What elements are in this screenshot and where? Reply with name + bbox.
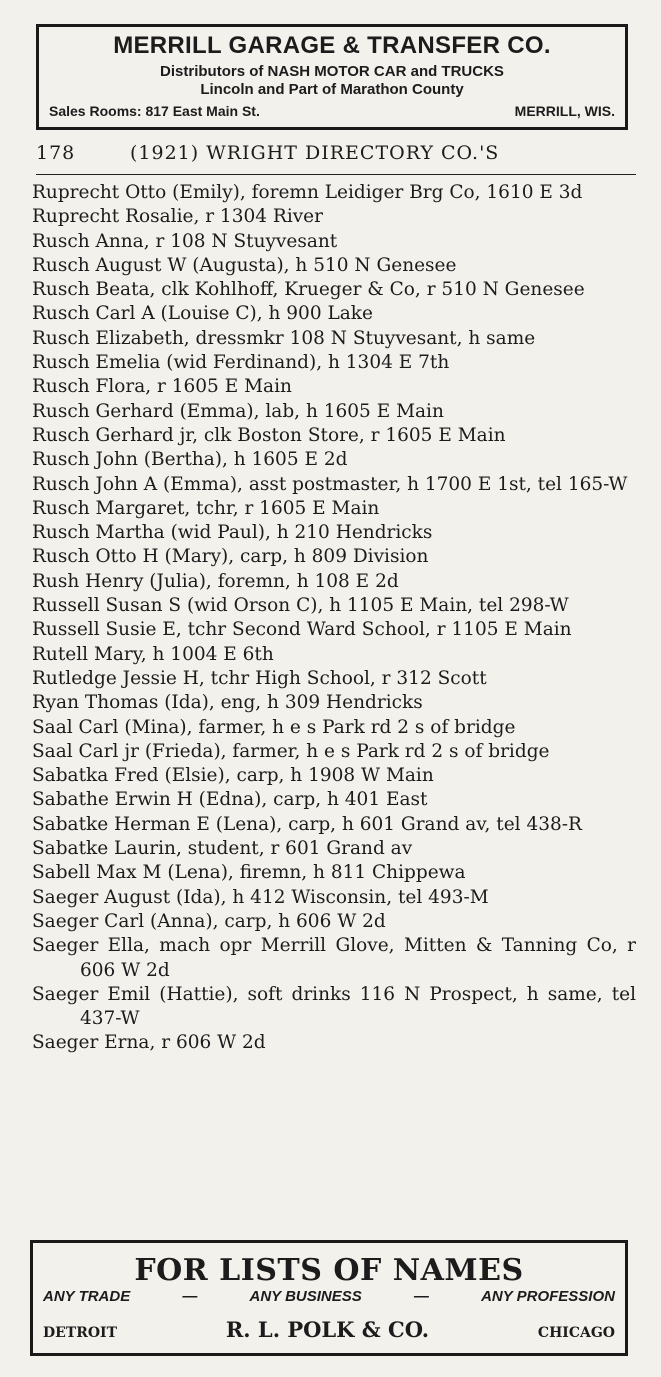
directory-entry: Saal Carl (Mina), farmer, h e s Park rd 2 s of bridge: [32, 716, 516, 738]
directory-entry: Sabell Max M (Lena), firemn, h 811 Chippewa: [32, 862, 466, 884]
ad-company-name: MERRILL GARAGE & TRANSFER CO.: [113, 32, 551, 59]
ad-distributors: Distributors of NASH MOTOR CAR and TRUCKS: [160, 63, 504, 80]
directory-entry: Rusch August W (Augusta), h 510 N Genesee: [32, 254, 457, 276]
ad-tag-business: ANY BUSINESS: [249, 1288, 362, 1305]
directory-entry: Russell Susan S (wid Orson C), h 1105 E Main, tel 298-W: [32, 595, 569, 617]
directory-entries: [32, 181, 636, 1056]
ad-sales-rooms: Sales Rooms: 817 East Main St.: [49, 103, 260, 119]
directory-entry: Rusch Margaret, tchr, r 1605 E Main: [32, 497, 380, 519]
ad-dash: —: [182, 1288, 198, 1305]
directory-entry: Rusch John A (Emma), asst postmaster, h 1700 E 1st, tel 165-W: [32, 473, 628, 495]
directory-entry: Rusch Elizabeth, dressmkr 108 N Stuyvesant, h same: [32, 327, 536, 349]
directory-entry: Rutell Mary, h 1004 E 6th: [32, 643, 274, 665]
page-header: [36, 142, 636, 164]
directory-entry: Sabathe Erwin H (Edna), carp, h 401 East: [32, 789, 428, 811]
directory-entry: Ryan Thomas (Ida), eng, h 309 Hendricks: [32, 692, 423, 714]
directory-entry: Rush Henry (Julia), foremn, h 108 E 2d: [32, 570, 399, 592]
directory-entry: Sabatke Laurin, student, r 601 Grand av: [32, 838, 413, 860]
bottom-advertisement: [30, 1240, 628, 1356]
directory-entry: Rutledge Jessie H, tchr High School, r 312 Scott: [32, 667, 487, 689]
directory-entry: Rusch Carl A (Louise C), h 900 Lake: [32, 303, 373, 325]
directory-entry: Rusch Flora, r 1605 E Main: [32, 376, 292, 398]
directory-entry: Saal Carl jr (Frieda), farmer, h e s Park rd 2 s of bridge: [32, 740, 550, 762]
directory-entry: Rusch Gerhard (Emma), lab, h 1605 E Main: [32, 400, 444, 422]
ad-city-detroit: DETROIT: [43, 1325, 118, 1341]
directory-entry: Saeger Carl (Anna), carp, h 606 W 2d: [32, 910, 386, 932]
ad-tag-trade: ANY TRADE: [43, 1288, 131, 1305]
ad-city-chicago: CHICAGO: [537, 1325, 615, 1341]
directory-entry: Saeger Ella, mach opr Merrill Glove, Mitten & Tanning Co, r 606 W 2d: [32, 935, 636, 981]
ad-address-row: [39, 103, 625, 119]
ad-tagline: [33, 1288, 625, 1305]
directory-entry: Saeger Erna, r 606 W 2d: [32, 1032, 266, 1054]
directory-entry: Saeger Emil (Hattie), soft drinks 116 N Prospect, h same, tel 437-W: [32, 983, 636, 1030]
directory-entry: Rusch Beata, clk Kohlhoff, Krueger & Co, r 510 N Genesee: [32, 279, 585, 301]
ad-footer: [33, 1317, 625, 1342]
directory-entry: Sabatka Fred (Elsie), carp, h 1908 W Main: [32, 765, 434, 787]
directory-entry: Rusch Anna, r 108 N Stuyvesant: [32, 230, 338, 252]
top-advertisement: [36, 24, 628, 130]
directory-entry: Rusch Otto H (Mary), carp, h 809 Division: [32, 546, 429, 568]
ad-headline: FOR LISTS OF NAMES: [134, 1253, 524, 1288]
directory-entry: Rusch Emelia (wid Ferdinand), h 1304 E 7th: [32, 352, 450, 374]
directory-entry: Saeger August (Ida), h 412 Wisconsin, tel 493-M: [32, 886, 489, 908]
page-title: (1921) WRIGHT DIRECTORY CO.'S: [130, 142, 500, 164]
directory-entry: Rusch John (Bertha), h 1605 E 2d: [32, 449, 348, 471]
directory-entry: Ruprecht Rosalie, r 1304 River: [32, 206, 323, 228]
directory-entry: Russell Susie E, tchr Second Ward School, r 1105 E Main: [32, 619, 572, 641]
ad-dash: —: [413, 1288, 429, 1305]
directory-entry: Rusch Martha (wid Paul), h 210 Hendricks: [32, 522, 433, 544]
directory-entry: Ruprecht Otto (Emily), foremn Leidiger Brg Co, 1610 E 3d: [32, 182, 583, 203]
page-number: 178: [36, 142, 76, 164]
ad-company: R. L. POLK & CO.: [225, 1317, 430, 1342]
directory-entry: Rusch Gerhard jr, clk Boston Store, r 1605 E Main: [32, 424, 506, 446]
ad-area: Lincoln and Part of Marathon County: [200, 81, 464, 98]
ad-tag-profession: ANY PROFESSION: [481, 1288, 615, 1305]
header-divider: [36, 174, 636, 175]
ad-city: MERRILL, WIS.: [514, 103, 615, 119]
directory-entry: Sabatke Herman E (Lena), carp, h 601 Grand av, tel 438-R: [32, 813, 582, 835]
